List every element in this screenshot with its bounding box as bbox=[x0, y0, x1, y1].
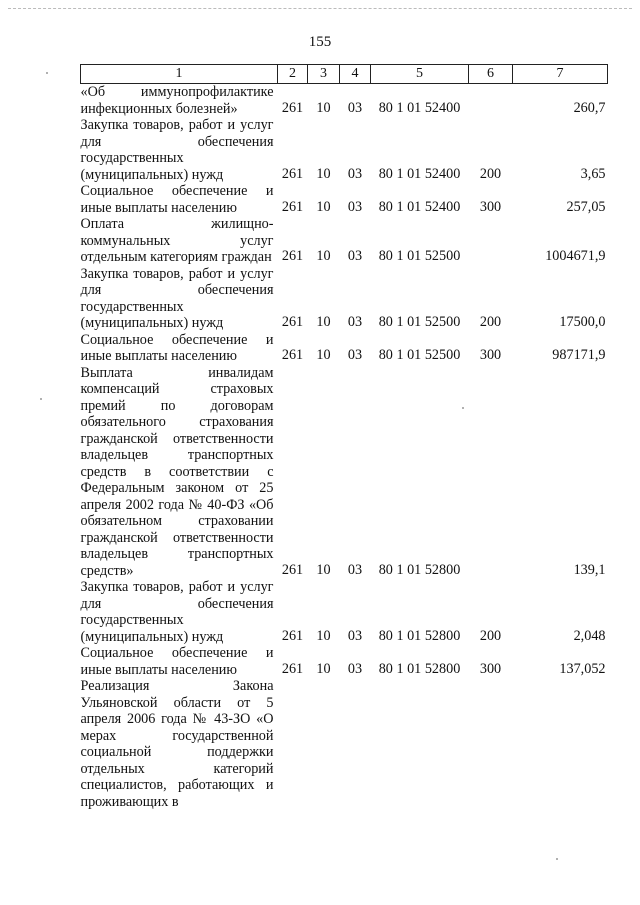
header-col-5: 5 bbox=[371, 65, 469, 84]
table-row bbox=[81, 266, 608, 332]
cell-expense-type bbox=[469, 678, 513, 810]
cell-subsection-code: 10 bbox=[316, 165, 331, 182]
cell-section-code: 261 bbox=[281, 165, 304, 182]
cell-target-article: 80 1 01 52500 bbox=[378, 248, 461, 264]
cell-item-name: Социальное обеспечение и иные выплаты населению bbox=[80, 331, 274, 364]
cell-subsection-code: 10 bbox=[316, 248, 331, 264]
cell-subsection-detail: 03 bbox=[347, 627, 363, 644]
table-row bbox=[81, 84, 608, 118]
cell-subsection-detail: 03 bbox=[347, 561, 363, 578]
header-col-7: 7 bbox=[513, 65, 608, 84]
cell-amount: 260,7 bbox=[573, 99, 606, 116]
table-row bbox=[81, 332, 608, 365]
cell-item-name: Реализация Закона Ульяновской области от 5 апреля 2006 года № 43-ЗО «О мерах государственной социальной поддержки отдельных категорий специалистов, работающих и проживающих в bbox=[80, 678, 274, 810]
header-col-4: 4 bbox=[340, 65, 371, 84]
cell-item-name: Социальное обеспечение и иные выплаты населению bbox=[80, 645, 274, 678]
table-row bbox=[81, 645, 608, 678]
cell-target-article: 80 1 01 52800 bbox=[378, 660, 461, 677]
cell-amount: 987171,9 bbox=[552, 347, 606, 363]
header-col-3: 3 bbox=[308, 65, 340, 84]
cell-subsection-code: 10 bbox=[316, 561, 331, 578]
cell-subsection-detail: 03 bbox=[347, 99, 363, 116]
table-body bbox=[81, 84, 608, 811]
cell-expense-type bbox=[469, 216, 513, 266]
cell-item-name: Социальное обеспечение и иные выплаты населению bbox=[80, 183, 274, 216]
table-header bbox=[81, 65, 608, 84]
cell-subsection-detail bbox=[340, 678, 371, 810]
cell-expense-type: 200 bbox=[479, 314, 502, 330]
table-row bbox=[81, 183, 608, 216]
table-row bbox=[81, 678, 608, 810]
cell-target-article: 80 1 01 52400 bbox=[378, 165, 461, 182]
cell-amount: 17500,0 bbox=[559, 314, 606, 330]
cell-item-name: Выплата инвалидам компенсаций страховых премий по договорам обязательного страхования гражданской ответственности владельцев транспортных средств в соответствии с Федеральным законом от 25 апреля 2002 года № 40-ФЗ «Об обязательном страховании гражданской ответственности владельцев транспортных средств» bbox=[80, 364, 274, 579]
header-row bbox=[81, 65, 608, 84]
cell-subsection-code: 10 bbox=[316, 660, 331, 677]
cell-section-code: 261 bbox=[281, 314, 304, 330]
table-row bbox=[81, 365, 608, 580]
cell-expense-type bbox=[469, 365, 513, 580]
cell-subsection-code: 10 bbox=[316, 347, 331, 363]
cell-amount: 257,05 bbox=[566, 198, 606, 215]
cell-expense-type: 200 bbox=[479, 165, 502, 182]
header-col-6: 6 bbox=[469, 65, 513, 84]
cell-target-article: 80 1 01 52800 bbox=[378, 627, 461, 644]
table-row bbox=[81, 579, 608, 645]
scan-speck bbox=[46, 72, 48, 74]
cell-amount: 139,1 bbox=[573, 561, 606, 578]
cell-subsection-detail: 03 bbox=[347, 347, 363, 363]
cell-subsection-code bbox=[308, 678, 340, 810]
cell-subsection-detail: 03 bbox=[347, 314, 363, 330]
cell-section-code: 261 bbox=[281, 660, 304, 677]
cell-section-code bbox=[278, 678, 308, 810]
cell-section-code: 261 bbox=[281, 198, 304, 215]
cell-subsection-code: 10 bbox=[316, 627, 331, 644]
cell-item-name: Закупка товаров, работ и услуг для обеспечения государственных (муниципальных) нужд bbox=[80, 265, 274, 331]
cell-item-name: Закупка товаров, работ и услуг для обеспечения государственных (муниципальных) нужд bbox=[80, 117, 274, 183]
cell-section-code: 261 bbox=[281, 347, 304, 363]
cell-subsection-code: 10 bbox=[316, 99, 331, 116]
cell-section-code: 261 bbox=[281, 561, 304, 578]
header-col-1: 1 bbox=[81, 65, 278, 84]
cell-target-article: 80 1 01 52500 bbox=[378, 314, 461, 330]
cell-amount bbox=[513, 678, 608, 810]
scan-top-rule bbox=[8, 8, 632, 9]
cell-subsection-code: 10 bbox=[316, 314, 331, 330]
cell-subsection-detail: 03 bbox=[347, 660, 363, 677]
cell-expense-type: 300 bbox=[479, 198, 502, 215]
cell-subsection-detail: 03 bbox=[347, 248, 363, 264]
cell-target-article: 80 1 01 52800 bbox=[378, 561, 461, 578]
cell-section-code: 261 bbox=[281, 627, 304, 644]
cell-subsection-detail: 03 bbox=[347, 198, 363, 215]
cell-target-article: 80 1 01 52500 bbox=[378, 347, 461, 363]
budget-table bbox=[80, 64, 608, 810]
cell-amount: 2,048 bbox=[573, 627, 606, 644]
table-row bbox=[81, 117, 608, 183]
page-number: 155 bbox=[308, 34, 332, 50]
cell-subsection-code: 10 bbox=[316, 198, 331, 215]
cell-target-article bbox=[371, 678, 469, 810]
cell-expense-type bbox=[469, 84, 513, 118]
cell-section-code: 261 bbox=[281, 248, 304, 264]
cell-amount: 137,052 bbox=[559, 660, 606, 677]
cell-target-article: 80 1 01 52400 bbox=[378, 99, 461, 116]
cell-section-code: 261 bbox=[281, 99, 304, 116]
table-row bbox=[81, 216, 608, 266]
cell-item-name: Оплата жилищно-коммунальных услуг отдельным категориям граждан bbox=[80, 216, 274, 265]
scan-speck bbox=[556, 858, 558, 860]
cell-item-name: «Об иммунопрофилактике инфекционных болезней» bbox=[80, 84, 274, 117]
scan-speck bbox=[40, 398, 42, 400]
cell-subsection-detail: 03 bbox=[347, 165, 363, 182]
cell-expense-type: 300 bbox=[479, 660, 502, 677]
cell-expense-type: 200 bbox=[479, 627, 502, 644]
cell-target-article: 80 1 01 52400 bbox=[378, 198, 461, 215]
scan-speck bbox=[462, 407, 464, 409]
header-col-2: 2 bbox=[278, 65, 308, 84]
cell-amount: 1004671,9 bbox=[545, 248, 606, 264]
cell-item-name: Закупка товаров, работ и услуг для обеспечения государственных (муниципальных) нужд bbox=[80, 579, 274, 645]
cell-expense-type: 300 bbox=[479, 347, 502, 363]
cell-amount: 3,65 bbox=[580, 165, 606, 182]
